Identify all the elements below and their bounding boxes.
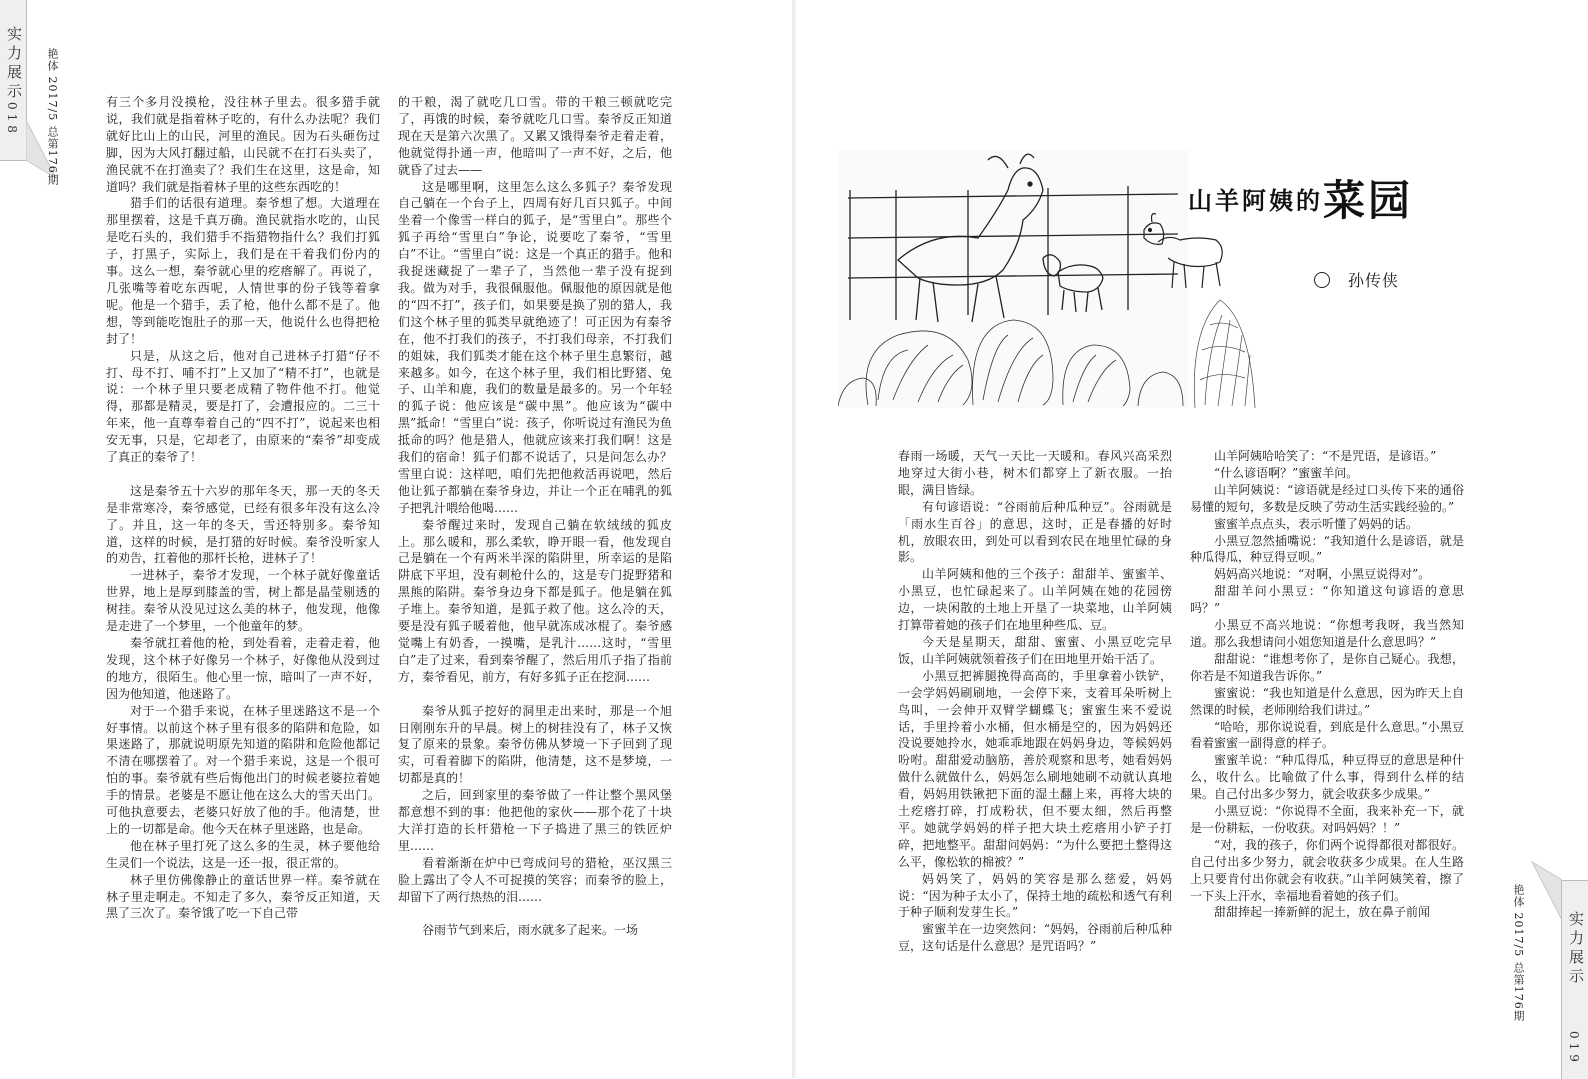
page-number-right: 019: [1567, 1031, 1581, 1066]
paragraph: “哈哈，那你说说看，到底是什么意思。”小黑豆看着蜜蜜一副得意的样子。: [1190, 719, 1464, 751]
section-label-right: 实力展示: [1567, 911, 1585, 987]
author-byline: [1314, 268, 1399, 291]
paragraph: 秦爷从狐子挖好的洞里走出来时，那是一个旭日刚刚东升的早晨。树上的树挂没有了，林子又恢复了原来的景象。秦爷仿佛从梦境一下子回到了现实，可看着脚下的陷阱，他清楚，这不是梦境，一切都是真的！: [398, 703, 672, 786]
article-column-3: [898, 448, 1172, 955]
paragraph: 看着渐渐在炉中已弯成问号的猎枪，巫汉黑三脸上露出了令人不可捉摸的笑容；而秦爷的脸上，却留下了两行热热的泪……: [398, 855, 672, 904]
paragraph: 一进林子，秦爷才发现，一个林子就好像童话世界，地上是厚到膝盖的雪，树上都是晶莹剔透的树挂。秦爷从没见过这么美的林子，他发现，他像是走进了一个梦里，一个他童年的梦。: [106, 568, 380, 634]
paragraph: “什么谚语啊？”蜜蜜羊问。: [1214, 465, 1359, 480]
paragraph: 这是哪里啊，这里怎么这么多狐子？秦爷发现自己躺在一个台子上，四周有好几百只狐子。中间坐着一个像雪一样白的狐子，是“雪里白”。那些个狐子再给“雪里白”争论，说要吃了秦爷，“雪里白”不让。“雪里白”说：这是一个真正的猎手。他和我捉迷藏捉了一辈子了，当然他一辈子没有捉到我。做为对手，我很佩服他。佩服他的原因就是他的“四不打”，孩子们，如果要是换了别的猎人，我们这个林子里的狐类早就绝迹了！可正因为有秦爷在，他不打我们的孩子，不打我们母亲，不打我们的姐妹，我们狐类才能在这个林子里生息繁衍，越来越多。如今，在这个林子里，我们相比野猪、兔子、山羊和鹿，我们的数量是最多的。另一个年轻的狐子说：他应该是“碳中黑”。他应该为“碳中黑”抵命！“雪里白”说：孩子，你听说过有渔民为鱼抵命的吗？他是猎人，他就应该来打我们啊！这是我们的宿命！狐子们都不说话了，只是问怎么办？雪里白说：这样吧，咱们先把他救活再说吧，然后他让狐子都躺在秦爷身边，并让一个正在哺乳的狐子把乳汁喂给他喝……: [398, 179, 672, 515]
page-gutter: [792, 0, 796, 1078]
paragraph: 有句谚语说：“谷雨前后种瓜种豆”。谷雨就是「雨水生百谷」的意思，这时，正是春播的好时机，放眼农田，到处可以看到农民在地里忙碌的身影。: [898, 499, 1172, 565]
paragraph: 妈妈高兴地说：“对啊，小黑豆说得对”。: [1214, 567, 1431, 582]
paragraph: 小黑豆不高兴地说：“你想考我呀，我当然知道。那么我想请问小姐您知道是什么意思吗？”: [1190, 618, 1464, 649]
byline-circle-icon: [1314, 272, 1330, 288]
author-name: 孙传侠: [1348, 271, 1400, 290]
goat-farm-illustration: [838, 150, 1188, 408]
paragraph: 林子里仿佛像静止的童话世界一样。秦爷就在林子里走啊走。不知走了多久，秦爷反正知道，天黑了三次了。秦爷饿了吃一下自己带: [106, 872, 380, 921]
paragraph: 妈妈笑了，妈妈的笑容是那么慈爱，妈妈说：“因为种子太小了，保持土地的疏松和透气有利于种子顺利发芽生长。”: [898, 871, 1172, 920]
article-title: [1188, 168, 1413, 228]
paragraph: 对于一个猎手来说，在林子里迷路这不是一个好事情。以前这个林子里有很多的陷阱和危险，如果迷路了，那就说明原先知道的陷阱和危险他都记不清在哪摆着了。对一个猎手来说，这是一个很可怕的事。秦爷就有些后悔他出门的时候老婆拉着她手的情景。老婆是不愿让他在这么大的雪天出门。可他执意要去，老婆只好放了他的手。他清楚，世上的一切都是命。他今天在林子里迷路，也是命。: [106, 703, 380, 836]
article-column-2: [398, 94, 672, 939]
paragraph: 山羊阿姨哈哈笑了：“不是咒语，是谚语。”: [1214, 449, 1437, 463]
paragraph: 他在林子里打死了这么多的生灵，林子要他给生灵们一个说法，这是一还一报，很正常的。: [106, 838, 380, 870]
page-number-left: 018: [5, 102, 19, 137]
section-tab-left: [0, 0, 27, 161]
page-corner-fold-right: [1522, 860, 1562, 920]
paragraph: 山羊阿姨和他的三个孩子：甜甜羊、蜜蜜羊、小黑豆，也忙碌起来了。山羊阿姨在她的花园傍边，一块闲散的土地上开垦了一块菜地，山羊阿姨打算带着她的孩子们在地里种些瓜、豆。: [898, 567, 1172, 633]
paragraph: 蜜蜜羊说：“种瓜得瓜，种豆得豆的意思是种什么，收什么。比喻做了什么事，得到什么样的结果。自己付出多少努力，就会收获多少成果。”: [1190, 753, 1464, 802]
paragraph: 蜜蜜羊点点头，表示听懂了妈妈的话。: [1214, 516, 1419, 531]
paragraph: 之后，回到家里的秦爷做了一件让整个黑风堡都意想不到的事：他把他的家伙——那个花了十块大洋打造的长杆猎枪一下子捣进了黑三的铁匠炉里……: [398, 788, 672, 853]
paragraph: 秦爷就扛着他的枪，到处看着，走着走着，他发现，这个林子好像另一个林子，好像他从没到过的地方，很陌生。他心里一惊，暗叫了一声不好，因为他知道，他迷路了。: [106, 635, 380, 701]
section-tab-right: [1561, 880, 1588, 1079]
paragraph: “对，我的孩子，你们两个说得都很对都很好。自己付出多少努力，就会收获多少成果。在人生路上只要肯付出你就会有收获。”山羊阿姨笑着，擦了一下头上汗水，幸福地看着她的孩子们。: [1190, 837, 1464, 903]
paragraph: 这是秦爷五十六岁的那年冬天，那一天的冬天是非常寒冷，秦爷感觉，已经有很多年没有这么冷了。并且，这一年的冬天，雪还特别多。秦爷知道，这样的时候，是打猎的好时候。秦爷没听家人的劝告，扛着他的那杆长枪，进林子了！: [106, 483, 380, 566]
title-prefix: 山羊阿姨的: [1188, 187, 1323, 215]
paragraph: 甜甜说：“谁想考你了，是你自己疑心。我想，你若是不知道我告诉你。”: [1190, 651, 1464, 683]
paragraph: 秦爷醒过来时，发现自己躺在软绒绒的狐皮上。那么暖和，那么柔软，睁开眼一看，他发现自己是躺在一个有两米半深的陷阱里，所幸运的是陷阱底下平坦，没有刺枪什么的，这是专门捉野猪和黑熊的陷阱。秦爷身边身下都是狐子。他是躺在狐子堆上。秦爷知道，是狐子救了他。这么冷的天，要是没有狐子暖着他，他早就冻成冰棍了。秦爷感觉嘴上有奶香，一摸嘴，是乳汁……这时，“雪里白”走了过来，看到秦爷醒了，然后用爪子指了指前方，秦爷看见，前方，有好多狐子正在挖洞……: [398, 517, 672, 684]
paragraph: 春雨一场暖，天气一天比一天暖和。春风兴高采烈地穿过大街小巷，树木们都穿上了新衣服。一抬眼，满目皆绿。: [898, 449, 1172, 497]
paragraph: 小黑豆把裤腿挽得高高的，手里拿着小铁铲，一会学妈妈刷刷地，一会停下来，支着耳朵听树上鸟叫，一会伸开双臂学蝴蝶飞；蜜蜜生来不爱说话，手里拎着小水桶，但水桶是空的，因为妈妈还没说要她拎水，她乖乖地跟在妈妈身边，等候妈妈吩咐。甜甜爱动脑筋，善於观察和思考，她看妈妈做什么就做什么，妈妈怎么刷地她刷不动就认真地看，妈妈用铁锹把下面的湿土翻上来，再将大块的土疙瘩打碎，打成粉状，但不要太细，然后再整平。她就学妈妈的样子把大块土疙瘩用小铲子打碎，把地整平。甜甜问妈妈：“为什么要把土整得这么平，像松软的棉被？”: [898, 668, 1172, 869]
article-column-4: [1190, 448, 1464, 921]
title-emphasis: 菜园: [1323, 176, 1414, 225]
paragraph: 甜甜捧起一捧新鲜的泥土，放在鼻子前闻: [1214, 905, 1431, 920]
paragraph: 谷雨节气到来后，雨水就多了起来。一场: [422, 923, 639, 938]
paragraph: 猎手们的话很有道理。秦爷想了想。大道理在那里摆着，这是千真万确。渔民就指水吃的，山民是吃石头的，我们猎手不指猎物指什么？我们打狐子，打黑子，实际上，我们是在干着我们份内的事。这么一想，秦爷就心里的疙瘩解了。再说了，几张嘴等着吃东西呢，人情世事的份子钱等着拿呢。他是一个猎手，丢了枪，他什么都不是了。他想，等到能吃饱肚子的那一天，他说什么也得把枪封了！: [106, 196, 380, 346]
paragraph: 蜜蜜说：“我也知道是什么意思，因为昨天上自然课的时候，老师刚给我们讲过。”: [1190, 685, 1464, 717]
paragraph: 今天是星期天，甜甜、蜜蜜、小黑豆吃完早饭，山羊阿姨就领着孩子们在田地里开始干活了。: [898, 634, 1172, 666]
paragraph: 的干粮，渴了就吃几口雪。带的干粮三顿就吃完了，再饿的时候，秦爷就吃几口雪。秦爷反正知道现在天是第六次黑了。又累又饿得秦爷走着走着，他就觉得扑通一声，他暗叫了一声不好，之后，他就昏了过去——: [398, 95, 672, 177]
article-column-1: [106, 94, 380, 922]
paragraph: 只是，从这之后，他对自己进林子打猎“仔不打、母不打、哺不打”上又加了“精不打”，也就是说：一个林子里只要老成精了物件他不打。他觉得，那都是精灵，要是打了，会遭报应的。二三十年来，他一直尊奉着自己的“四不打”，说起来也相安无事，只是，它却老了，由原来的“秦爷”却变成了真正的秦爷了！: [106, 348, 380, 465]
paragraph: 小黑豆说：“你说得不全面，我来补充一下，就是一份耕耘，一份收获。对吗妈妈？！”: [1190, 804, 1464, 835]
paragraph: 小黑豆忽然插嘴说：“我知道什么是谚语，就是种瓜得瓜，种豆得豆呗。”: [1190, 533, 1464, 565]
running-header-left: 艳体 2017/5 总第176期: [46, 48, 59, 186]
paragraph: 有三个多月没摸枪，没往林子里去。很多猎手就说，我们就是指着林子吃的，有什么办法呢？我们就好比山上的山民，河里的渔民。因为石头砸伤过脚，因为大风打翻过船，山民就不在打石头卖了，渔民就不在打渔卖了？我们生在这里，这是命，知道吗？我们就是指着林子里的这些东西吃的！: [106, 95, 380, 194]
running-header-right: 艳体 2017/5 总第176期: [1512, 884, 1525, 1022]
paragraph: 甜甜羊问小黑豆：“你知道这句谚语的意思吗？”: [1190, 584, 1464, 616]
paragraph: 蜜蜜羊在一边突然问：“妈妈，谷雨前后种瓜种豆，这句话是什么意思？是咒语吗？”: [898, 922, 1172, 954]
tall-bush-illustration: [1190, 290, 1260, 408]
section-label-left: 实力展示: [5, 26, 23, 102]
paragraph: 山羊阿姨说：“谚语就是经过口头传下来的通俗易懂的短句，多数是反映了劳动生活实践经验的。”: [1190, 482, 1464, 514]
